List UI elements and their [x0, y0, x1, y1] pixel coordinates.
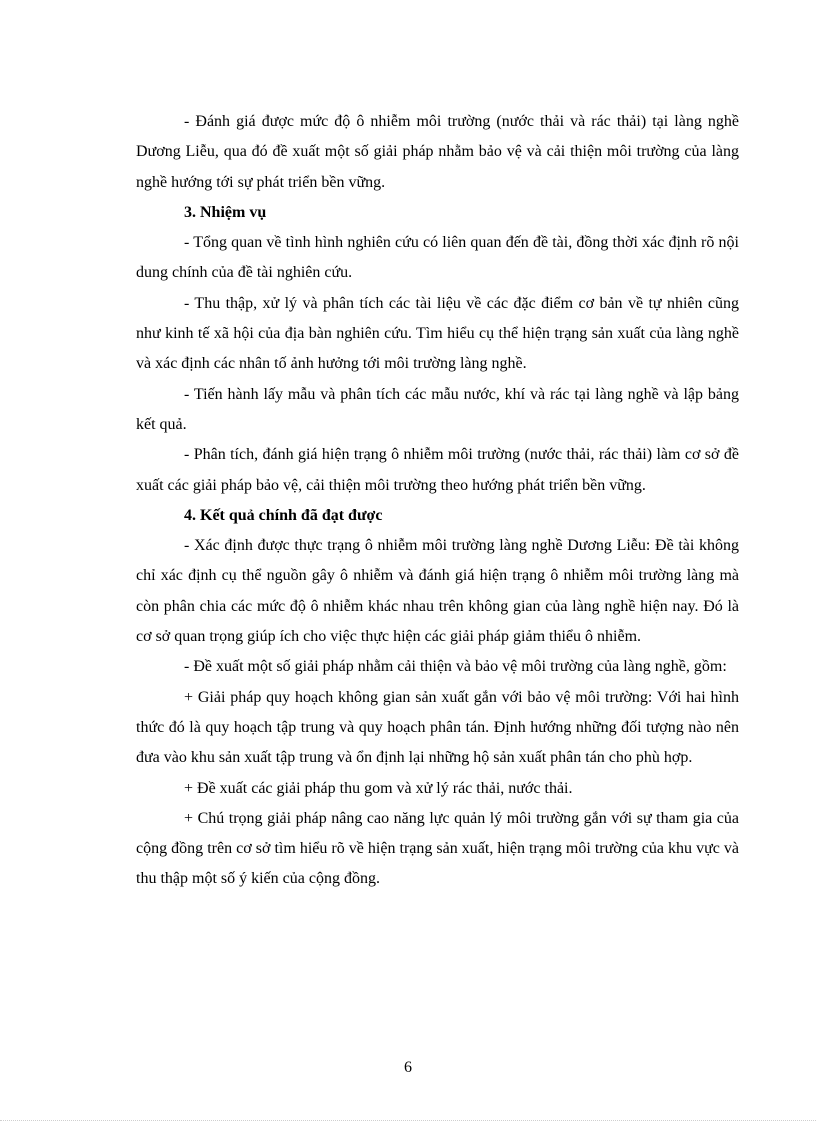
- section-heading-tasks: 3. Nhiệm vụ: [184, 203, 267, 221]
- document-body: [136, 107, 739, 895]
- section-heading-results: 4. Kết quả chính đã đạt được: [184, 506, 383, 524]
- result-item: - Xác định được thực trạng ô nhiễm môi trường làng nghề Dương Liễu: Đề tài không chỉ xác định cụ thể nguồn gây ô nhiễm và đánh giá hiện trạng ô nhiễm môi trường làng mà còn phân chia các mức độ ô nhiễm khác nhau trên không gian của làng nghề hiện nay. Đó là cơ sở quan trọng giúp ích cho việc thực hiện các giải pháp giảm thiểu ô nhiễm.: [136, 537, 739, 646]
- result-item: + Đề xuất các giải pháp thu gom và xử lý rác thải, nước thải.: [184, 779, 573, 797]
- result-item: + Chú trọng giải pháp nâng cao năng lực quản lý môi trường gắn với sự tham gia của cộng đồng trên cơ sở tìm hiểu rõ về hiện trạng sản xuất, hiện trạng môi trường của khu vực và thu thập một số ý kiến của cộng đồng.: [136, 809, 739, 888]
- result-item: + Giải pháp quy hoạch không gian sản xuất gắn với bảo vệ môi trường: Với hai hình thức đó là quy hoạch tập trung và quy hoạch phân tán. Định hướng những đối tượng nào nên đưa vào khu sản xuất tập trung và ổn định lại những hộ sản xuất phân tán cho phù hợp.: [136, 688, 739, 767]
- task-item: - Thu thập, xử lý và phân tích các tài liệu về các đặc điểm cơ bản về tự nhiên cũng như kinh tế xã hội của địa bàn nghiên cứu. Tìm hiểu cụ thể hiện trạng sản xuất của làng nghề và xác định các nhân tố ảnh hưởng tới môi trường làng nghề.: [136, 294, 739, 373]
- intro-paragraph: - Đánh giá được mức độ ô nhiễm môi trường (nước thải và rác thải) tại làng nghề Dương Liễu, qua đó đề xuất một số giải pháp nhằm bảo vệ và cải thiện môi trường của làng nghề hướng tới sự phát triển bền vững.: [136, 113, 739, 191]
- page-number: 6: [404, 1059, 412, 1076]
- task-item: - Phân tích, đánh giá hiện trạng ô nhiễm môi trường (nước thải, rác thải) làm cơ sở đề xuất các giải pháp bảo vệ, cải thiện môi trường theo hướng phát triển bền vững.: [136, 446, 739, 494]
- page-bottom-divider: [0, 1120, 816, 1121]
- result-item: - Đề xuất một số giải pháp nhằm cải thiện và bảo vệ môi trường của làng nghề, gồm:: [184, 658, 727, 676]
- task-item: - Tiến hành lấy mẫu và phân tích các mẫu nước, khí và rác tại làng nghề và lập bảng kết quả.: [136, 385, 739, 433]
- task-item: - Tổng quan về tình hình nghiên cứu có liên quan đến đề tài, đồng thời xác định rõ nội dung chính của đề tài nghiên cứu.: [136, 234, 739, 282]
